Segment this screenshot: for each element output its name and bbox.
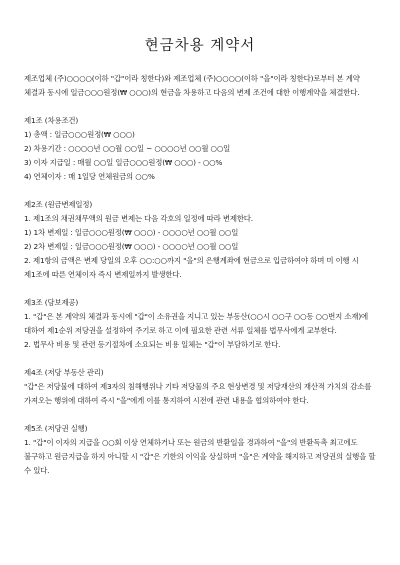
article-line: 1) 1차 변제일 : 일금○○○원정(₩ ○○○) - ○○○○년 ○○월 ○○일	[24, 228, 239, 237]
article-paragraph: 2. 법무사 비용 및 관련 등기절차에 소요되는 비용 일체는 "갑"이 부담하기로 한다.	[24, 340, 281, 349]
article-4	[24, 366, 376, 408]
intro-paragraph: 제조업체 (주)○○○○(이하 "갑"이라 칭한다)와 제조업체 (주)○○○○(이하 "을"이라 칭한다)로부터 본 계약 체결과 동시에 일금○○○원정(₩ ○○○)의 현금을 차용하고 다음의 변제 조건에 대한 이행계약을 체결한다.	[24, 74, 360, 97]
article-heading: 제5조 (저당권 실행)	[24, 424, 88, 433]
article-paragraph: 2. 제1항의 금액은 변제 당일의 오후 ○○:○○까지 "을"의 은행계좌에 현금으로 입금하여야 하며 미 이행 시 제1조에 따른 연체이자 즉시 변제일까지 발생한다.	[24, 256, 359, 279]
document-title: 현금차용 계약서	[144, 38, 256, 54]
article-paragraph: "갑"은 저당물에 대하여 제3자의 침해행위나 기타 저당물의 주요 현상변경 및 저당재산의 재산적 가치의 감소를 가져오는 행위에 대하여 즉시 "을"에게 이를 통지하여 시전에 관련 내용을 협의하여야 한다.	[24, 382, 372, 405]
article-paragraph: 1. "갑"은 본 계약의 체결과 동시에 "갑"이 소유권을 지니고 있는 부동산(○○시 ○○구 ○○동 ○○번지 소재)에 대하여 제1순위 저당권을 설정하여 주기로 하고 이에 필요한 관련 서류 일체를 법무사에게 교부한다.	[24, 312, 369, 335]
article-heading: 제4조 (저당 부동산 관리)	[24, 368, 104, 377]
article-line: 1) 총액 : 일금○○○원정(₩ ○○○)	[24, 130, 135, 139]
article-paragraph: 1. "갑"이 이자의 지급을 ○○회 이상 연체하거나 또는 원금의 반환일을 경과하여 "을"의 반환독촉 최고에도 불구하고 원금지급을 하지 아니할 시 "갑"은 기한의 이익을 상실하며 "을"은 계약을 해지하고 저당권의 실행을 할 수 있다.	[24, 438, 376, 475]
article-line: 3) 이자 지급일 : 매월 ○○일 일금○○○원정(₩ ○○○) - ○○%	[24, 158, 223, 167]
article-3	[24, 296, 376, 352]
article-line: 2) 차용기간 : ○○○○년 ○○월 ○○일 ~ ○○○○년 ○○월 ○○일	[24, 144, 231, 153]
article-line: 2) 2차 변제일 : 일금○○○원정(₩ ○○○) - ○○○○년 ○○월 ○○일	[24, 242, 239, 251]
article-heading: 제3조 (담보제공)	[24, 298, 79, 307]
article-2	[24, 198, 376, 282]
article-heading: 제2조 (원금변제일정)	[24, 200, 93, 209]
document-body	[24, 72, 376, 478]
article-line: 4) 연체이자 : 매 1일당 연체원금의 ○○%	[24, 172, 155, 181]
article-heading: 제1조 (차용조건)	[24, 116, 79, 125]
article-line: 1. 제1조의 채권채무액의 원금 변제는 다음 각호의 일정에 따라 변제한다.	[24, 214, 254, 223]
article-5	[24, 422, 376, 478]
article-1	[24, 114, 376, 184]
